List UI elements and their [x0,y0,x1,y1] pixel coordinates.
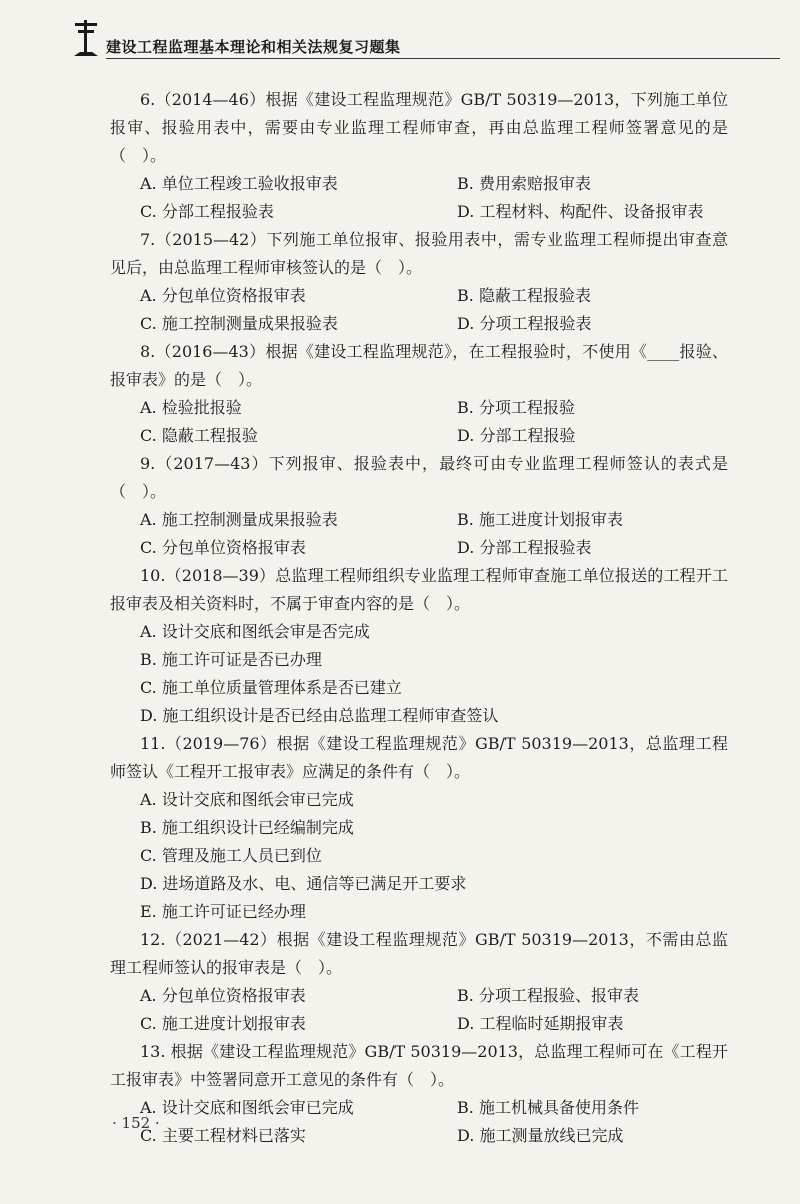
option-b: B. 施工许可证是否已办理 [140,650,322,669]
question-stem: 7.（2015—42）下列施工单位报审、报验用表中，需专业监理工程师提出审查意见后，由总监理工程师审核签认的是（ ）。 [110,230,728,277]
option-b: B. 施工组织设计已经编制完成 [140,818,354,837]
question-7 [110,226,728,338]
option-a: A. 分包单位资格报审表 [140,986,306,1005]
option-a: A. 单位工程竣工验收报审表 [140,174,338,193]
option-a: A. 设计交底和图纸会审已完成 [140,1098,354,1117]
question-stem: 12.（2021—42）根据《建设工程监理规范》GB/T 50319—2013，不需由总监理工程师签认的报审表是（ ）。 [110,930,728,977]
question-stem: 10.（2018—39）总监理工程师组织专业监理工程师审查施工单位报送的工程开工报审表及相关资料时，不属于审查内容的是（ ）。 [110,566,728,613]
option-b: B. 分项工程报验、报审表 [457,986,639,1005]
question-11 [110,730,728,926]
signpost-logo-icon [72,18,100,58]
running-header [72,18,780,60]
question-stem: 6.（2014—46）根据《建设工程监理规范》GB/T 50319—2013，下列施工单位报审、报验用表中，需要由专业监理工程师审查，再由总监理工程师签署意见的是（ ）。 [110,90,728,165]
header-rule [106,58,780,59]
option-b: B. 施工机械具备使用条件 [457,1098,639,1117]
option-a: A. 设计交底和图纸会审是否完成 [140,622,370,641]
option-c: C. 主要工程材料已落实 [140,1126,306,1145]
question-9 [110,450,728,562]
option-c: C. 分部工程报验表 [140,202,274,221]
option-d: D. 工程临时延期报审表 [457,1014,624,1033]
option-d: D. 施工测量放线已完成 [457,1126,624,1145]
book-title: 建设工程监理基本理论和相关法规复习题集 [106,38,401,56]
option-e: E. 施工许可证已经办理 [140,902,306,921]
question-stem: 9.（2017—43）下列报审、报验表中，最终可由专业监理工程师签认的表式是（ ）。 [110,454,728,501]
question-list [110,86,728,1150]
option-c: C. 隐蔽工程报验 [140,426,258,445]
option-d: D. 进场道路及水、电、通信等已满足开工要求 [140,874,467,893]
option-b: B. 费用索赔报审表 [457,174,591,193]
option-a: A. 施工控制测量成果报验表 [140,510,338,529]
option-b: B. 施工进度计划报审表 [457,510,623,529]
question-stem: 11.（2019—76）根据《建设工程监理规范》GB/T 50319—2013，总监理工程师签认《工程开工报审表》应满足的条件有（ ）。 [110,734,728,781]
option-c: C. 施工控制测量成果报验表 [140,314,338,333]
question-6 [110,86,728,226]
question-8 [110,338,728,450]
option-c: C. 施工进度计划报审表 [140,1014,306,1033]
option-a: A. 设计交底和图纸会审已完成 [140,790,354,809]
option-d: D. 分部工程报验表 [457,538,592,557]
question-10 [110,562,728,730]
question-13 [110,1038,728,1150]
option-d: D. 分部工程报验 [457,426,576,445]
option-d: D. 分项工程报验表 [457,314,592,333]
option-b: B. 分项工程报验 [457,398,575,417]
question-12 [110,926,728,1038]
question-stem: 8.（2016—43）根据《建设工程监理规范》，在工程报验时，不使用《____报验、报审表》的是（ ）。 [110,342,728,389]
option-d: D. 工程材料、构配件、设备报审表 [457,202,704,221]
option-c: C. 施工单位质量管理体系是否已建立 [140,678,402,697]
question-stem: 13. 根据《建设工程监理规范》GB/T 50319—2013，总监理工程师可在《工程开工报审表》中签署同意开工意见的条件有（ ）。 [110,1042,728,1089]
option-d: D. 施工组织设计是否已经由总监理工程师审查签认 [140,706,499,725]
option-c: C. 管理及施工人员已到位 [140,846,322,865]
option-c: C. 分包单位资格报审表 [140,538,306,557]
option-b: B. 隐蔽工程报验表 [457,286,591,305]
page-number: · 152 · [112,1114,160,1132]
option-a: A. 检验批报验 [140,398,242,417]
option-a: A. 分包单位资格报审表 [140,286,306,305]
